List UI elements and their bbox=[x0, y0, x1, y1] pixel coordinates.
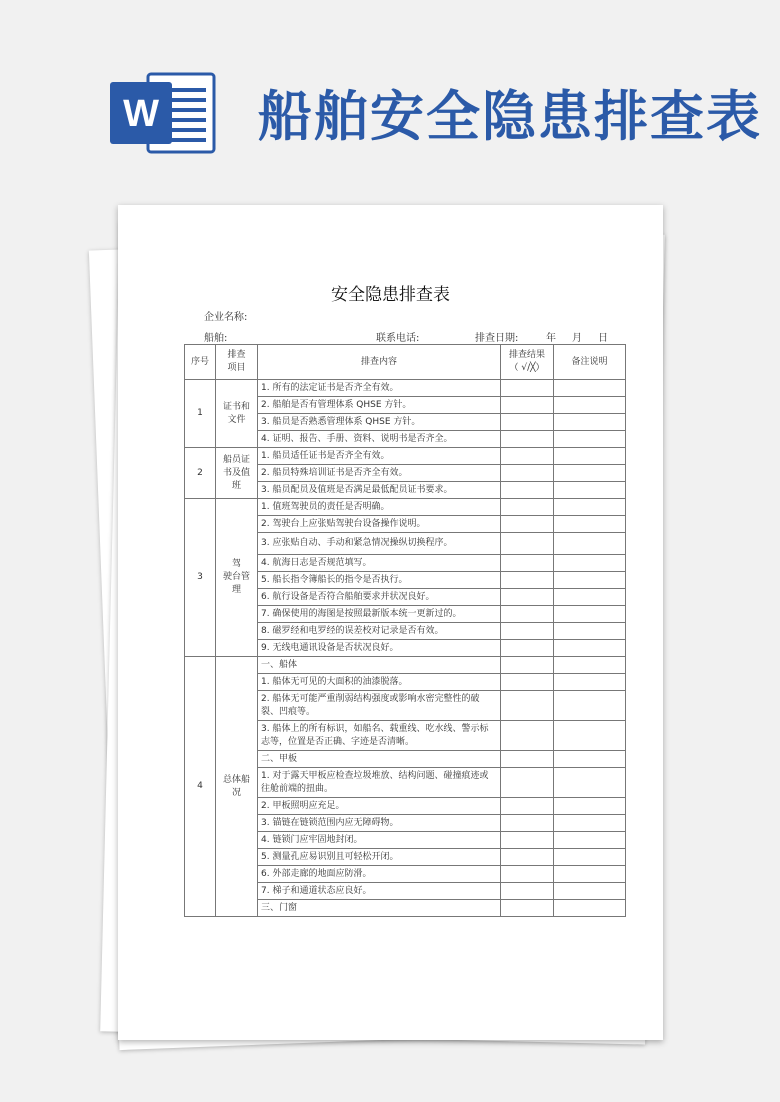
group-number: 4 bbox=[185, 657, 216, 917]
check-item: 3. 船员配员及值班是否满足最低配员证书要求。 bbox=[258, 482, 501, 499]
svg-text:W: W bbox=[123, 93, 159, 135]
result-cell[interactable] bbox=[501, 883, 554, 900]
result-cell[interactable] bbox=[501, 751, 554, 768]
result-cell[interactable] bbox=[501, 623, 554, 640]
check-item: 3. 应张贴自动、手动和紧急情况操纵切换程序。 bbox=[258, 533, 501, 555]
group-number: 3 bbox=[185, 499, 216, 657]
check-item: 4. 链锁门应牢固地封闭。 bbox=[258, 832, 501, 849]
group-label-line: 书及值 bbox=[222, 467, 250, 478]
group-label-line: 班 bbox=[231, 480, 241, 491]
section-heading: 一、船体 bbox=[258, 657, 501, 674]
result-cell[interactable] bbox=[501, 448, 554, 465]
check-item: 2. 驾驶台上应张贴驾驶台设备操作说明。 bbox=[258, 516, 501, 533]
group-label-line: 况 bbox=[231, 787, 241, 798]
result-cell[interactable] bbox=[501, 516, 554, 533]
check-item: 8. 磁罗经和电罗经的误差校对记录是否有效。 bbox=[258, 623, 501, 640]
banner bbox=[0, 0, 780, 200]
document-title: 安全隐患排查表 bbox=[331, 285, 450, 305]
group-number: 1 bbox=[185, 380, 216, 448]
table-row bbox=[185, 380, 626, 397]
remark-cell[interactable] bbox=[554, 623, 626, 640]
header-item-line2: 项目 bbox=[227, 363, 246, 373]
header-content: 排查内容 bbox=[258, 345, 501, 380]
header-item bbox=[216, 345, 258, 380]
table-row bbox=[185, 657, 626, 674]
result-cell[interactable] bbox=[501, 768, 554, 798]
remark-cell[interactable] bbox=[554, 815, 626, 832]
remark-cell[interactable] bbox=[554, 414, 626, 431]
result-cell[interactable] bbox=[501, 572, 554, 589]
result-cell[interactable] bbox=[501, 482, 554, 499]
result-cell[interactable] bbox=[501, 533, 554, 555]
inspection-table bbox=[184, 344, 626, 917]
document-sheet bbox=[118, 205, 663, 1040]
check-item: 5. 测量孔应易识别且可轻松开闭。 bbox=[258, 849, 501, 866]
check-item: 9. 无线电通讯设备是否状况良好。 bbox=[258, 640, 501, 657]
remark-cell[interactable] bbox=[554, 866, 626, 883]
check-item: 2. 船体无可能严重削弱结构强度或影响水密完整性的破裂、凹痕等。 bbox=[258, 691, 501, 721]
date-month: 月 bbox=[572, 333, 582, 344]
result-cell[interactable] bbox=[501, 900, 554, 917]
header-no: 序号 bbox=[185, 345, 216, 380]
check-item: 2. 甲板照明应充足。 bbox=[258, 798, 501, 815]
check-item: 6. 外部走廊的地面应防滑。 bbox=[258, 866, 501, 883]
remark-cell[interactable] bbox=[554, 516, 626, 533]
check-item: 7. 梯子和通道状态应良好。 bbox=[258, 883, 501, 900]
phone-label: 联系电话: bbox=[376, 333, 420, 344]
header-result bbox=[501, 345, 554, 380]
check-item: 4. 证明、报告、手册、资料、说明书是否齐全。 bbox=[258, 431, 501, 448]
section-heading: 二、甲板 bbox=[258, 751, 501, 768]
remark-cell[interactable] bbox=[554, 849, 626, 866]
check-item: 4. 航海日志是否规范填写。 bbox=[258, 555, 501, 572]
remark-cell[interactable] bbox=[554, 883, 626, 900]
remark-cell[interactable] bbox=[554, 380, 626, 397]
remark-cell[interactable] bbox=[554, 751, 626, 768]
remark-cell[interactable] bbox=[554, 448, 626, 465]
group-label-line: 文件 bbox=[227, 414, 246, 425]
header-result-line2: （ √/╳） bbox=[509, 363, 545, 373]
result-cell[interactable] bbox=[501, 832, 554, 849]
remark-cell[interactable] bbox=[554, 431, 626, 448]
group-label-line: 驾 bbox=[231, 559, 241, 569]
header-result-line1: 排查结果 bbox=[508, 350, 545, 360]
remark-cell[interactable] bbox=[554, 900, 626, 917]
table-row bbox=[185, 448, 626, 465]
result-cell[interactable] bbox=[501, 499, 554, 516]
check-item: 3. 锚链在链锁范围内应无障碍物。 bbox=[258, 815, 501, 832]
result-cell[interactable] bbox=[501, 657, 554, 674]
result-cell[interactable] bbox=[501, 815, 554, 832]
group-label bbox=[216, 448, 258, 499]
header-remark: 备注说明 bbox=[554, 345, 626, 380]
header-item-line1: 排查 bbox=[227, 350, 246, 360]
remark-cell[interactable] bbox=[554, 721, 626, 751]
result-cell[interactable] bbox=[501, 674, 554, 691]
check-item: 1. 对于露天甲板应检查垃圾堆放、结构问题、碰撞痕迹或往舱前端的扭曲。 bbox=[258, 768, 501, 798]
result-cell[interactable] bbox=[501, 721, 554, 751]
check-item: 1. 值班驾驶员的责任是否明确。 bbox=[258, 499, 501, 516]
check-item: 2. 船舶是否有管理体系 QHSE 方针。 bbox=[258, 397, 501, 414]
remark-cell[interactable] bbox=[554, 572, 626, 589]
check-item: 5. 船长指令簿船长的指令是否执行。 bbox=[258, 572, 501, 589]
banner-title: 船舶安全隐患排查表 bbox=[258, 84, 762, 148]
group-label-line: 理 bbox=[231, 585, 241, 595]
remark-cell[interactable] bbox=[554, 657, 626, 674]
remark-cell[interactable] bbox=[554, 768, 626, 798]
remark-cell[interactable] bbox=[554, 798, 626, 815]
remark-cell[interactable] bbox=[554, 482, 626, 499]
date-day: 日 bbox=[598, 333, 608, 344]
remark-cell[interactable] bbox=[554, 589, 626, 606]
result-cell[interactable] bbox=[501, 465, 554, 482]
check-item: 3. 船员是否熟悉管理体系 QHSE 方针。 bbox=[258, 414, 501, 431]
remark-cell[interactable] bbox=[554, 832, 626, 849]
result-cell[interactable] bbox=[501, 866, 554, 883]
check-item: 6. 航行设备是否符合船舶要求并状况良好。 bbox=[258, 589, 501, 606]
remark-cell[interactable] bbox=[554, 691, 626, 721]
check-item: 1. 船体无可见的大面积的油漆脱落。 bbox=[258, 674, 501, 691]
result-cell[interactable] bbox=[501, 431, 554, 448]
remark-cell[interactable] bbox=[554, 674, 626, 691]
remark-cell[interactable] bbox=[554, 499, 626, 516]
remark-cell[interactable] bbox=[554, 606, 626, 623]
date-label: 排查日期: bbox=[475, 333, 519, 344]
date-year: 年 bbox=[546, 333, 556, 344]
table-row bbox=[185, 499, 626, 516]
result-cell[interactable] bbox=[501, 414, 554, 431]
group-number: 2 bbox=[185, 448, 216, 499]
check-item: 1. 所有的法定证书是否齐全有效。 bbox=[258, 380, 501, 397]
result-cell[interactable] bbox=[501, 640, 554, 657]
group-label bbox=[216, 499, 258, 657]
result-cell[interactable] bbox=[501, 589, 554, 606]
group-label bbox=[216, 657, 258, 917]
result-cell[interactable] bbox=[501, 397, 554, 414]
check-item: 3. 船体上的所有标识，如船名、载重线、吃水线、警示标志等，位置是否正确、字迹是否清晰。 bbox=[258, 721, 501, 751]
check-item: 2. 船员特殊培训证书是否齐全有效。 bbox=[258, 465, 501, 482]
group-label-line: 船员证 bbox=[222, 454, 250, 465]
remark-cell[interactable] bbox=[554, 533, 626, 555]
company-label: 企业名称: bbox=[204, 312, 248, 323]
result-cell[interactable] bbox=[501, 849, 554, 866]
ship-label: 船舶: bbox=[204, 333, 228, 344]
word-icon bbox=[108, 70, 218, 156]
remark-cell[interactable] bbox=[554, 640, 626, 657]
remark-cell[interactable] bbox=[554, 555, 626, 572]
result-cell[interactable] bbox=[501, 691, 554, 721]
check-item: 7. 确保使用的海图是按照最新版本统一更新过的。 bbox=[258, 606, 501, 623]
remark-cell[interactable] bbox=[554, 397, 626, 414]
result-cell[interactable] bbox=[501, 380, 554, 397]
section-heading: 三、门窗 bbox=[258, 900, 501, 917]
result-cell[interactable] bbox=[501, 798, 554, 815]
result-cell[interactable] bbox=[501, 555, 554, 572]
result-cell[interactable] bbox=[501, 606, 554, 623]
group-label-line: 驶台管 bbox=[222, 572, 250, 582]
check-item: 1. 船员适任证书是否齐全有效。 bbox=[258, 448, 501, 465]
group-label-line: 总体船 bbox=[222, 774, 250, 785]
remark-cell[interactable] bbox=[554, 465, 626, 482]
header-row bbox=[185, 345, 626, 380]
group-label-line: 证书和 bbox=[222, 401, 250, 412]
group-label bbox=[216, 380, 258, 448]
